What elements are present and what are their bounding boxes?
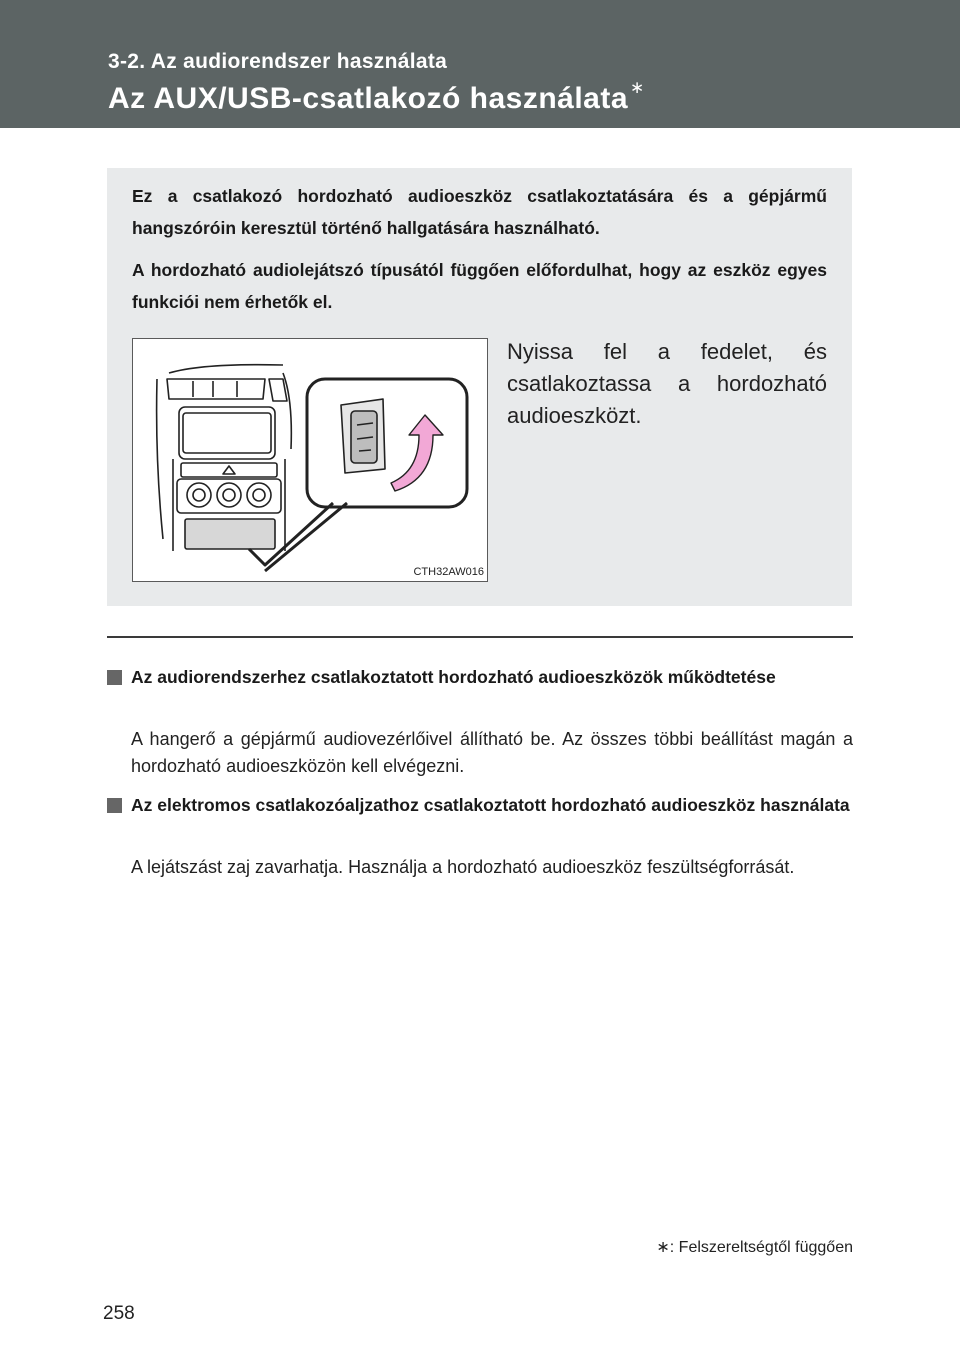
topic-heading-1	[107, 664, 853, 691]
aux-usb-port-drawing	[133, 339, 487, 581]
topic-heading-text: Az elektromos csatlakozóaljzathoz csatlakoztatott hordozható audioeszköz használata	[131, 795, 850, 815]
chapter-header	[0, 0, 960, 128]
page-title-text: Az AUX/USB-csatlakozó használata	[108, 82, 629, 115]
info-box	[107, 168, 852, 606]
asterisk-mark: ∗	[630, 78, 645, 97]
topic-heading-2	[107, 792, 853, 819]
square-bullet-icon	[107, 670, 122, 685]
topic-body-2: A lejátszást zaj zavarhatja. Használja a hordozható audioeszköz feszültségforrását.	[131, 857, 795, 877]
instruction-text: Nyissa fel a fedelet, és csatlakoztassa a hordozható audioeszközt.	[507, 339, 827, 428]
square-bullet-icon	[107, 798, 122, 813]
page-title	[108, 78, 645, 116]
intro-paragraph-2: A hordozható audiolejátszó típusától függően előfordulhat, hogy az eszköz egyes funkciói nem érhetők el.	[132, 260, 827, 312]
topic-body-1: A hangerő a gépjármű audiovezérlőivel állítható be. Az összes többi beállítást magán a hordozható audioeszközön kell elvégezni.	[131, 729, 853, 776]
section-label: 3-2. Az audiorendszer használata	[108, 50, 448, 73]
intro-paragraph: Ez a csatlakozó hordozható audioeszköz csatlakoztatására és a gépjármű hangszóróin keresztül történő hallgatására használható.	[132, 186, 827, 238]
footnote: ∗: Felszereltségtől függően	[656, 1239, 853, 1256]
section-divider	[107, 636, 853, 638]
topic-heading-text: Az audiorendszerhez csatlakoztatott hordozható audioeszközök működtetése	[131, 667, 776, 687]
page-number: 258	[103, 1303, 135, 1324]
figure-code: CTH32AW016	[413, 566, 484, 578]
dashboard-illustration	[132, 338, 488, 582]
